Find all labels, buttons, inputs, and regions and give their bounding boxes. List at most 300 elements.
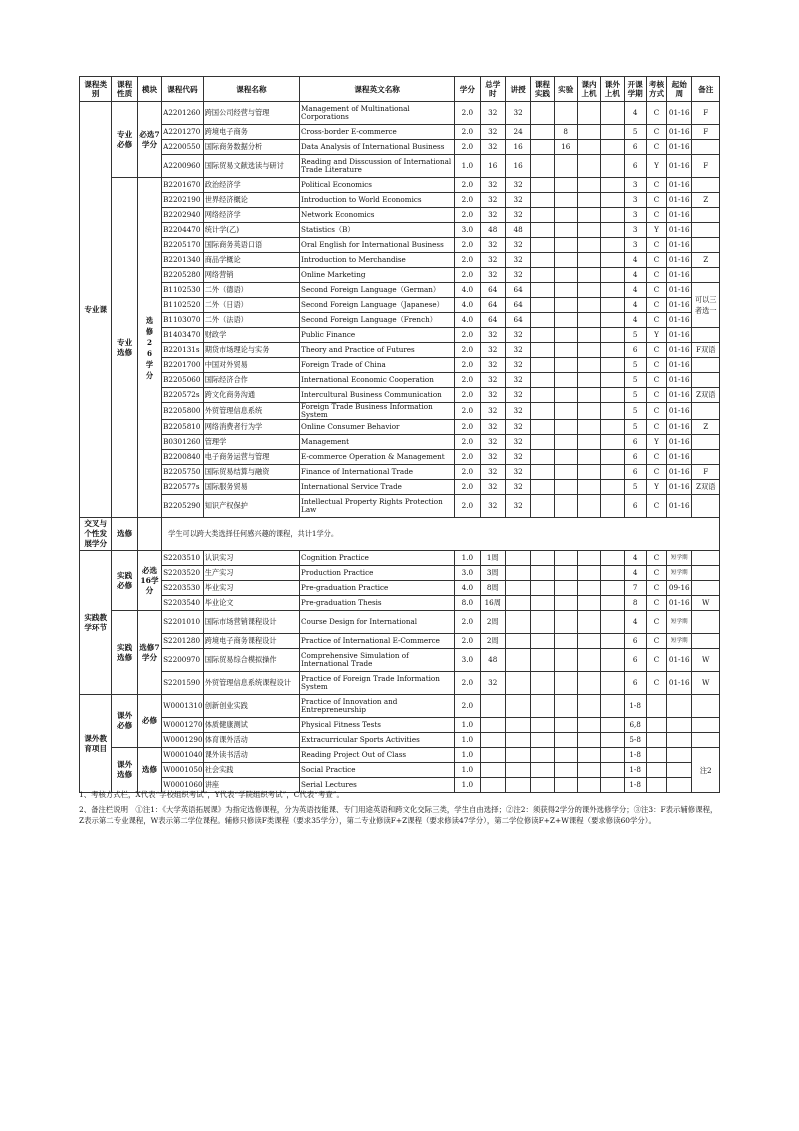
course-total-hours: 32 <box>480 328 505 343</box>
course-name-cn: 管理学 <box>203 435 299 450</box>
course-weeks: 短学期 <box>667 566 692 581</box>
course-in-class-computer <box>577 178 600 193</box>
course-code: B2205750 <box>162 465 204 480</box>
course-lab-hours <box>554 465 577 480</box>
category-cross: 交叉与个性发展学分 <box>80 518 112 551</box>
course-code: B2205290 <box>162 495 204 518</box>
course-out-class-computer <box>601 465 624 480</box>
course-name-en: Network Economics <box>300 208 455 223</box>
course-weeks: 短学期 <box>667 611 692 634</box>
course-code: B2202940 <box>162 208 204 223</box>
course-practice-hours <box>531 268 554 283</box>
course-code: A2201260 <box>162 102 204 125</box>
course-practice-hours <box>531 328 554 343</box>
course-name-cn: 生产实习 <box>203 566 299 581</box>
course-lecture-hours: 32 <box>505 268 530 283</box>
course-term: 6 <box>624 450 646 465</box>
course-lecture-hours: 32 <box>505 450 530 465</box>
course-lab-hours <box>554 238 577 253</box>
course-term: 6 <box>624 140 646 155</box>
course-name-en: Extracurricular Sports Activities <box>300 733 455 748</box>
course-name-en: Online Marketing <box>300 268 455 283</box>
course-total-hours <box>480 733 505 748</box>
course-credit: 1.0 <box>455 763 480 778</box>
course-name-en: Second Foreign Language（French） <box>300 313 455 328</box>
course-weeks <box>667 748 692 763</box>
course-out-class-computer <box>601 208 624 223</box>
course-name-cn: 中国对外贸易 <box>203 358 299 373</box>
course-remark <box>692 551 720 566</box>
course-weeks <box>667 763 692 778</box>
course-credit: 3.0 <box>455 649 480 672</box>
course-lab-hours <box>554 551 577 566</box>
course-in-class-computer <box>577 718 600 733</box>
course-name-cn: 电子商务运营与管理 <box>203 450 299 465</box>
course-total-hours: 3周 <box>480 566 505 581</box>
course-in-class-computer <box>577 102 600 125</box>
course-lecture-hours: 32 <box>505 328 530 343</box>
course-total-hours: 1周 <box>480 551 505 566</box>
course-total-hours: 32 <box>480 178 505 193</box>
table-row <box>80 450 720 465</box>
course-out-class-computer <box>601 313 624 328</box>
table-row <box>80 403 720 420</box>
course-remark: Z双语 <box>692 480 720 495</box>
course-term: 5 <box>624 328 646 343</box>
course-code: B2202190 <box>162 193 204 208</box>
course-code: B2205800 <box>162 403 204 420</box>
course-lecture-hours <box>505 695 530 718</box>
course-lab-hours <box>554 193 577 208</box>
course-out-class-computer <box>601 420 624 435</box>
course-exam-method: C <box>646 373 666 388</box>
course-lab-hours <box>554 102 577 125</box>
course-remark: Z <box>692 420 720 435</box>
module-cross-empty <box>137 518 161 551</box>
course-credit: 8.0 <box>455 596 480 611</box>
course-in-class-computer <box>577 733 600 748</box>
course-out-class-computer <box>601 403 624 420</box>
course-out-class-computer <box>601 388 624 403</box>
course-lab-hours <box>554 373 577 388</box>
course-in-class-computer <box>577 253 600 268</box>
table-row <box>80 155 720 178</box>
course-code: W0001290 <box>162 733 204 748</box>
course-term: 5 <box>624 358 646 373</box>
header-hours: 总学时 <box>480 77 505 102</box>
course-weeks: 短学期 <box>667 551 692 566</box>
course-exam-method: C <box>646 298 666 313</box>
course-in-class-computer <box>577 495 600 518</box>
course-term: 8 <box>624 596 646 611</box>
header-code: 课程代码 <box>162 77 204 102</box>
course-term: 3 <box>624 178 646 193</box>
course-lab-hours <box>554 358 577 373</box>
course-out-class-computer <box>601 718 624 733</box>
course-name-en: Statistics（B） <box>300 223 455 238</box>
course-total-hours: 8周 <box>480 581 505 596</box>
course-exam-method: C <box>646 193 666 208</box>
course-weeks: 01-16 <box>667 155 692 178</box>
course-remark: Z <box>692 193 720 208</box>
course-exam-method: C <box>646 495 666 518</box>
course-lab-hours <box>554 155 577 178</box>
course-code: B2205280 <box>162 268 204 283</box>
course-term: 6 <box>624 495 646 518</box>
course-remark <box>692 435 720 450</box>
course-term: 1-8 <box>624 763 646 778</box>
course-lab-hours <box>554 649 577 672</box>
course-practice-hours <box>531 102 554 125</box>
course-lecture-hours <box>505 596 530 611</box>
course-exam-method: C <box>646 634 666 649</box>
course-code: B2205170 <box>162 238 204 253</box>
course-in-class-computer <box>577 238 600 253</box>
course-name-cn: 跨境电子商务 <box>203 125 299 140</box>
course-weeks: 01-16 <box>667 253 692 268</box>
table-row <box>80 223 720 238</box>
course-weeks: 01-16 <box>667 388 692 403</box>
course-name-en: Social Practice <box>300 763 455 778</box>
course-lab-hours: 16 <box>554 140 577 155</box>
course-exam-method: C <box>646 178 666 193</box>
module-required-7: 必选7学分 <box>137 102 161 178</box>
course-name-en: Pre-graduation Thesis <box>300 596 455 611</box>
course-name-cn: 课外读书活动 <box>203 748 299 763</box>
nature-extra-elective: 课外选修 <box>112 748 137 793</box>
course-code: B1102520 <box>162 298 204 313</box>
course-total-hours <box>480 748 505 763</box>
course-total-hours: 32 <box>480 358 505 373</box>
course-term: 5-8 <box>624 733 646 748</box>
course-lecture-hours <box>505 551 530 566</box>
course-lab-hours <box>554 611 577 634</box>
course-out-class-computer <box>601 283 624 298</box>
course-in-class-computer <box>577 125 600 140</box>
course-term: 6 <box>624 155 646 178</box>
course-code: B2201340 <box>162 253 204 268</box>
course-term: 5 <box>624 480 646 495</box>
course-lecture-hours <box>505 733 530 748</box>
course-name-en: Physical Fitness Tests <box>300 718 455 733</box>
course-code: S2200970 <box>162 649 204 672</box>
course-lecture-hours: 16 <box>505 140 530 155</box>
course-practice-hours <box>531 748 554 763</box>
course-lab-hours <box>554 581 577 596</box>
course-weeks: 01-16 <box>667 102 692 125</box>
course-code: W0001060 <box>162 778 204 793</box>
course-lab-hours <box>554 253 577 268</box>
course-name-en: Second Foreign Language（German） <box>300 283 455 298</box>
course-term: 4 <box>624 611 646 634</box>
course-remark <box>692 695 720 718</box>
course-in-class-computer <box>577 566 600 581</box>
course-remark <box>692 495 720 518</box>
course-in-class-computer <box>577 672 600 695</box>
course-lab-hours <box>554 313 577 328</box>
course-out-class-computer <box>601 268 624 283</box>
course-total-hours: 32 <box>480 672 505 695</box>
course-lecture-hours: 32 <box>505 358 530 373</box>
course-credit: 2.0 <box>455 495 480 518</box>
course-lecture-hours: 32 <box>505 495 530 518</box>
course-name-en: Management <box>300 435 455 450</box>
course-remark <box>692 140 720 155</box>
course-name-cn: 社会实践 <box>203 763 299 778</box>
course-name-cn: 认识实习 <box>203 551 299 566</box>
course-practice-hours <box>531 733 554 748</box>
course-exam-method: C <box>646 343 666 358</box>
course-code: S2203520 <box>162 566 204 581</box>
course-remark: W <box>692 649 720 672</box>
course-exam-method: C <box>646 253 666 268</box>
course-out-class-computer <box>601 649 624 672</box>
course-practice-hours <box>531 403 554 420</box>
header-weeks: 起始周 <box>667 77 692 102</box>
table-row <box>80 328 720 343</box>
course-practice-hours <box>531 313 554 328</box>
course-credit: 2.0 <box>455 178 480 193</box>
course-total-hours: 32 <box>480 373 505 388</box>
table-row <box>80 596 720 611</box>
course-in-class-computer <box>577 450 600 465</box>
course-name-cn: 商品学概论 <box>203 253 299 268</box>
header-term: 开课学期 <box>624 77 646 102</box>
course-exam-method: Y <box>646 328 666 343</box>
course-out-class-computer <box>601 298 624 313</box>
course-weeks: 01-16 <box>667 178 692 193</box>
course-out-class-computer <box>601 495 624 518</box>
course-credit: 2.0 <box>455 672 480 695</box>
course-out-class-computer <box>601 596 624 611</box>
course-credit: 2.0 <box>455 125 480 140</box>
course-lab-hours <box>554 283 577 298</box>
course-total-hours: 64 <box>480 313 505 328</box>
course-name-en: Management of Multinational Corporations <box>300 102 455 125</box>
course-name-en: Reading and Disscussion of International Trade Literature <box>300 155 455 178</box>
course-exam-method: C <box>646 238 666 253</box>
course-credit: 1.0 <box>455 718 480 733</box>
header-credit: 学分 <box>455 77 480 102</box>
course-practice-hours <box>531 125 554 140</box>
table-row <box>80 313 720 328</box>
header-remark: 备注 <box>692 77 720 102</box>
course-name-cn: 财政学 <box>203 328 299 343</box>
course-lecture-hours <box>505 611 530 634</box>
course-exam-method <box>646 695 666 718</box>
course-name-en: Cross-border E-commerce <box>300 125 455 140</box>
course-lab-hours <box>554 388 577 403</box>
course-name-cn: 政治经济学 <box>203 178 299 193</box>
course-weeks: 01-16 <box>667 125 692 140</box>
course-remark <box>692 358 720 373</box>
course-in-class-computer <box>577 388 600 403</box>
course-name-cn: 知识产权保护 <box>203 495 299 518</box>
course-lab-hours <box>554 298 577 313</box>
course-exam-method: Y <box>646 223 666 238</box>
course-term: 4 <box>624 298 646 313</box>
course-remark: 可以三者选一 <box>692 283 720 328</box>
header-name-en: 课程英文名称 <box>300 77 455 102</box>
course-practice-hours <box>531 223 554 238</box>
curriculum-sheet <box>79 76 720 793</box>
course-total-hours: 32 <box>480 125 505 140</box>
course-weeks: 01-16 <box>667 358 692 373</box>
course-credit: 2.0 <box>455 435 480 450</box>
header-lecture: 讲授 <box>505 77 530 102</box>
course-practice-hours <box>531 672 554 695</box>
table-row <box>80 102 720 125</box>
course-total-hours: 32 <box>480 140 505 155</box>
course-lab-hours <box>554 328 577 343</box>
course-lecture-hours: 32 <box>505 193 530 208</box>
course-lecture-hours: 64 <box>505 283 530 298</box>
course-exam-method: C <box>646 465 666 480</box>
course-lecture-hours <box>505 748 530 763</box>
table-row <box>80 566 720 581</box>
course-lecture-hours: 32 <box>505 208 530 223</box>
nature-practice-elective: 实践选修 <box>112 611 137 695</box>
table-row <box>80 140 720 155</box>
course-remark <box>692 733 720 748</box>
course-credit: 2.0 <box>455 388 480 403</box>
course-practice-hours <box>531 551 554 566</box>
course-name-en: Public Finance <box>300 328 455 343</box>
table-row <box>80 208 720 223</box>
course-lecture-hours: 32 <box>505 435 530 450</box>
header-category: 课程类别 <box>80 77 112 102</box>
course-name-cn: 国际服务贸易 <box>203 480 299 495</box>
course-exam-method: C <box>646 102 666 125</box>
course-lecture-hours <box>505 649 530 672</box>
course-credit: 2.0 <box>455 343 480 358</box>
course-out-class-computer <box>601 193 624 208</box>
course-practice-hours <box>531 465 554 480</box>
course-out-class-computer <box>601 328 624 343</box>
course-practice-hours <box>531 480 554 495</box>
course-lab-hours <box>554 763 577 778</box>
course-lecture-hours: 32 <box>505 420 530 435</box>
course-name-cn: 外贸管理信息系统课程设计 <box>203 672 299 695</box>
course-name-cn: 网络消费者行为学 <box>203 420 299 435</box>
course-lecture-hours: 32 <box>505 373 530 388</box>
course-lab-hours <box>554 403 577 420</box>
course-name-cn: 毕业论文 <box>203 596 299 611</box>
course-remark: Z <box>692 253 720 268</box>
course-name-cn: 二外（日语） <box>203 298 299 313</box>
course-weeks: 01-16 <box>667 596 692 611</box>
course-term: 6 <box>624 672 646 695</box>
course-total-hours: 32 <box>480 268 505 283</box>
course-lecture-hours: 32 <box>505 403 530 420</box>
course-exam-method: C <box>646 649 666 672</box>
course-practice-hours <box>531 763 554 778</box>
course-out-class-computer <box>601 763 624 778</box>
table-row <box>80 283 720 298</box>
table-row <box>80 581 720 596</box>
course-exam-method: C <box>646 551 666 566</box>
course-name-cn: 统计学(乙) <box>203 223 299 238</box>
course-practice-hours <box>531 253 554 268</box>
course-name-cn: 二外（法语） <box>203 313 299 328</box>
course-term: 5 <box>624 125 646 140</box>
course-lab-hours <box>554 566 577 581</box>
course-exam-method: C <box>646 358 666 373</box>
course-code: B0301260 <box>162 435 204 450</box>
header-exam: 考核方式 <box>646 77 666 102</box>
course-practice-hours <box>531 649 554 672</box>
course-lab-hours <box>554 634 577 649</box>
course-total-hours <box>480 718 505 733</box>
table-row <box>80 634 720 649</box>
cross-row <box>80 518 720 551</box>
course-practice-hours <box>531 718 554 733</box>
course-term: 5 <box>624 403 646 420</box>
nature-major-elective: 专业选修 <box>112 178 137 518</box>
course-credit: 2.0 <box>455 140 480 155</box>
course-in-class-computer <box>577 435 600 450</box>
course-name-cn: 网络营销 <box>203 268 299 283</box>
course-exam-method <box>646 763 666 778</box>
table-row <box>80 672 720 695</box>
course-remark <box>692 328 720 343</box>
course-total-hours: 32 <box>480 403 505 420</box>
course-remark <box>692 238 720 253</box>
course-credit: 2.0 <box>455 238 480 253</box>
course-lab-hours <box>554 672 577 695</box>
course-exam-method: C <box>646 611 666 634</box>
table-row <box>80 480 720 495</box>
course-out-class-computer <box>601 238 624 253</box>
course-exam-method: C <box>646 581 666 596</box>
course-weeks: 01-16 <box>667 298 692 313</box>
course-exam-method: C <box>646 566 666 581</box>
course-lecture-hours: 32 <box>505 102 530 125</box>
table-row <box>80 435 720 450</box>
course-total-hours: 32 <box>480 102 505 125</box>
course-weeks <box>667 733 692 748</box>
course-in-class-computer <box>577 465 600 480</box>
course-in-class-computer <box>577 193 600 208</box>
course-credit: 4.0 <box>455 313 480 328</box>
course-practice-hours <box>531 373 554 388</box>
course-term: 4 <box>624 566 646 581</box>
course-name-en: Course Design for International <box>300 611 455 634</box>
course-credit: 2.0 <box>455 465 480 480</box>
course-out-class-computer <box>601 178 624 193</box>
course-weeks: 01-16 <box>667 343 692 358</box>
course-exam-method: C <box>646 140 666 155</box>
course-term: 5 <box>624 388 646 403</box>
course-weeks: 01-16 <box>667 403 692 420</box>
header-row <box>80 77 720 102</box>
course-out-class-computer <box>601 223 624 238</box>
nature-cross-elective: 选修 <box>112 518 137 551</box>
course-name-en: E-commerce Operation & Management <box>300 450 455 465</box>
course-out-class-computer <box>601 566 624 581</box>
course-weeks: 01-16 <box>667 480 692 495</box>
course-remark: W <box>692 596 720 611</box>
course-total-hours: 2周 <box>480 611 505 634</box>
course-lecture-hours: 32 <box>505 480 530 495</box>
course-name-en: Practice of International E-Commerce <box>300 634 455 649</box>
course-name-cn: 国际市场营销课程设计 <box>203 611 299 634</box>
course-total-hours: 32 <box>480 450 505 465</box>
course-lab-hours <box>554 480 577 495</box>
course-name-en: Foreign Trade Business Information System <box>300 403 455 420</box>
course-out-class-computer <box>601 253 624 268</box>
course-weeks: 01-16 <box>667 450 692 465</box>
